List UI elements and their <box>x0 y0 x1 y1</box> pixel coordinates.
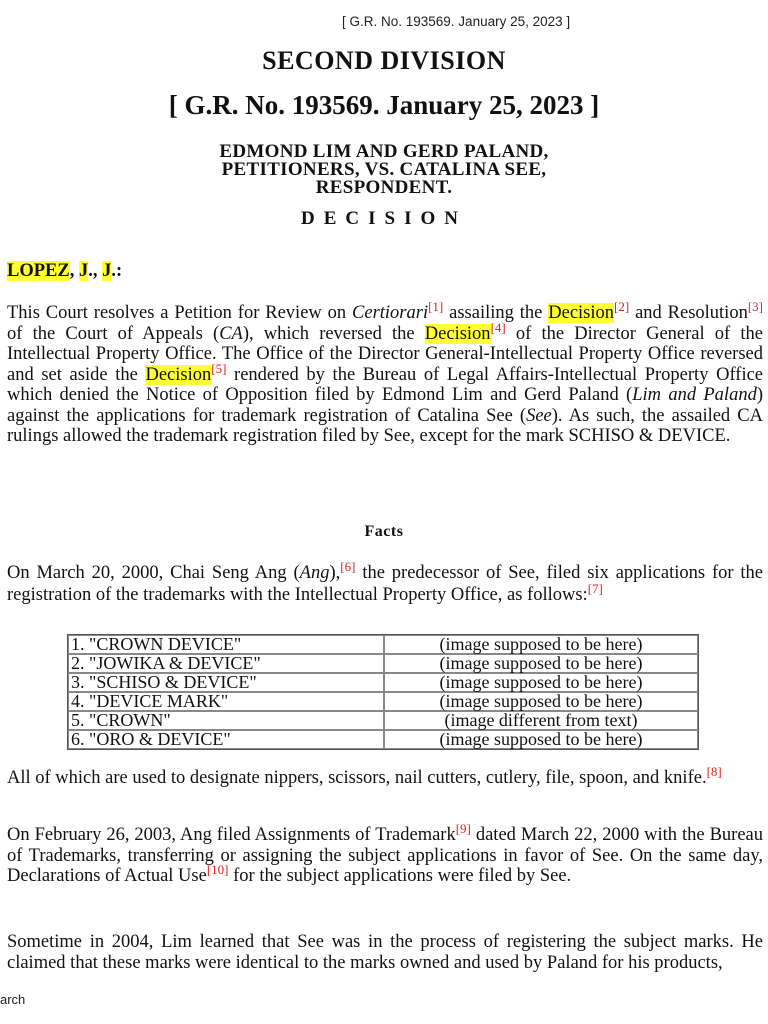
ponente-j: J <box>78 261 89 281</box>
mark-cell: 5. "CROWN" <box>68 711 384 730</box>
italic-text: See <box>526 405 552 426</box>
facts-heading: Facts <box>364 523 404 540</box>
parties-line: RESPONDENT. <box>315 177 453 198</box>
table-row <box>68 635 698 654</box>
footnote-link[interactable]: [7] <box>587 580 603 596</box>
text: ), <box>329 563 341 583</box>
footnote-link[interactable]: [1] <box>428 298 444 314</box>
parties-line: PETITIONERS, VS. CATALINA SEE, <box>221 159 547 180</box>
footnote-link[interactable]: [8] <box>706 763 722 779</box>
footnote-link[interactable]: [3] <box>747 298 763 314</box>
table-row <box>68 654 698 673</box>
text: of the Director General of the Intellectual Property Office. The Office of the Director General-Intellectual Property Office reversed and set aside the <box>7 323 763 385</box>
table-row <box>68 673 698 692</box>
italic-text: Lim and Paland <box>632 385 757 405</box>
mark-cell: 4. "DEVICE MARK" <box>68 692 384 711</box>
header-case-reference: [ G.R. No. 193569. January 25, 2023 ] <box>342 14 571 29</box>
footnote-link[interactable]: [10] <box>206 861 229 877</box>
table-row <box>68 692 698 711</box>
footnote-link[interactable]: [5] <box>211 360 227 376</box>
decision-title: DECISION <box>301 208 467 229</box>
trademarks-table <box>67 634 699 750</box>
text: and Resolution <box>629 303 748 323</box>
highlighted-term: Decision <box>145 364 212 385</box>
table-row <box>68 711 698 730</box>
image-cell: (image supposed to be here) <box>384 635 698 654</box>
image-cell: (image different from text) <box>384 711 698 730</box>
image-cell: (image supposed to be here) <box>384 730 698 749</box>
parties-line: EDMOND LIM AND GERD PALAND, <box>219 141 549 162</box>
footnote-link[interactable]: [9] <box>455 820 471 836</box>
text: for the subject applications were filed by See. <box>228 866 572 886</box>
text: ) against the applications for trademark registration of Catalina See ( <box>7 385 763 426</box>
division-heading: SECOND DIVISION <box>262 46 506 75</box>
ponente-j: J <box>102 261 112 281</box>
text: the predecessor of See, filed six applications for the registration of the trademarks with the Intellectual Property Office, as follows: <box>7 563 763 605</box>
image-cell: (image supposed to be here) <box>384 692 698 711</box>
italic-text: Certiorari <box>352 303 429 323</box>
case-number-heading: [ G.R. No. 193569. January 25, 2023 ] <box>168 90 600 120</box>
text: assailing the <box>443 303 549 323</box>
text: This Court resolves a Petition for Review on <box>7 303 353 323</box>
paragraph-intro <box>7 298 764 447</box>
paragraph-applications <box>7 558 763 606</box>
mark-cell: 2. "JOWIKA & DEVICE" <box>68 654 384 673</box>
highlighted-term: Decision <box>424 323 491 344</box>
ponente-line <box>7 261 122 282</box>
text: All of which are used to designate nippers, scissors, nail cutters, cutlery, file, spoon, and knife. <box>7 768 707 788</box>
text: rendered by the Bureau of Legal Affairs-Intellectual Property Office which denied the Notice of Opposition filed by Edmond Lim and Gerd Paland ( <box>7 364 764 405</box>
footnote-link[interactable]: [4] <box>490 319 506 335</box>
ponente-name: LOPEZ <box>7 261 70 281</box>
mark-cell: 3. "SCHISO & DEVICE" <box>68 673 384 692</box>
text: On March 20, 2000, Chai Seng Ang ( <box>7 563 300 583</box>
text: dated March 22, 2000 with the Bureau of Trademarks, transferring or assigning the subject applications in favor of See. On the same day, Declarations of Actual Use <box>7 825 763 886</box>
italic-text: CA <box>219 323 243 344</box>
footer-fragment: arch <box>0 992 26 1007</box>
parties-heading <box>0 143 768 197</box>
text: ). As such, the assailed CA rulings allowed the trademark registration filed by See, except for the mark SCHISO & DEVICE. <box>7 405 763 446</box>
paragraph-lim-learned <box>7 932 763 973</box>
paragraph-assignments <box>7 820 763 887</box>
text: ), which reversed the <box>242 323 425 344</box>
separator: , <box>69 261 79 281</box>
table-row <box>68 730 698 749</box>
italic-text: Ang <box>299 563 330 583</box>
footnote-link[interactable]: [6] <box>340 558 356 574</box>
image-cell: (image supposed to be here) <box>384 673 698 692</box>
image-cell: (image supposed to be here) <box>384 654 698 673</box>
mark-cell: 6. "ORO & DEVICE" <box>68 730 384 749</box>
paragraph-goods <box>7 763 763 791</box>
highlighted-term: Decision <box>548 303 615 323</box>
separator: ., <box>88 261 103 281</box>
mark-cell: 1. "CROWN DEVICE" <box>68 635 384 654</box>
footnote-link[interactable]: [2] <box>614 298 630 314</box>
text: On February 26, 2003, Ang filed Assignments of Trademark <box>7 825 456 845</box>
separator: .: <box>111 261 123 281</box>
text: of the Court of Appeals ( <box>7 323 220 344</box>
text: Sometime in 2004, Lim learned that See was in the process of registering the subject marks. He claimed that these marks were identical to the marks owned and used by Paland for his products, <box>7 932 763 973</box>
